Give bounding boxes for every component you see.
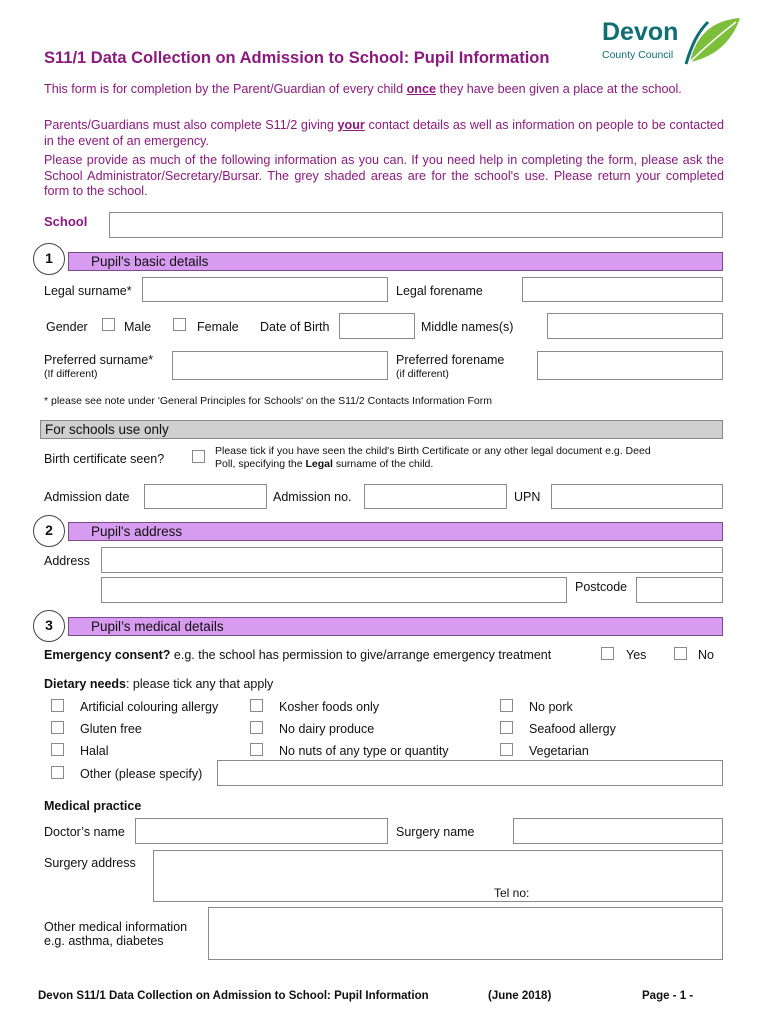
diet-halal-label: Halal xyxy=(80,744,109,758)
footer-date: (June 2018) xyxy=(488,990,552,1002)
diet-other-checkbox[interactable] xyxy=(51,766,64,779)
dob-input[interactable] xyxy=(339,313,415,339)
logo-name: Devon xyxy=(602,18,679,46)
diet-kosher-checkbox[interactable] xyxy=(250,699,263,712)
diet-no-nuts-label: No nuts of any type or quantity xyxy=(279,744,449,758)
surgery-name-input[interactable] xyxy=(513,818,723,844)
address-line-2-input[interactable] xyxy=(101,577,567,603)
preferred-surname-note: (If different) xyxy=(44,368,98,380)
consent-yes-checkbox[interactable] xyxy=(601,647,614,660)
surgery-address-label: Surgery address xyxy=(44,856,136,870)
diet-kosher-label: Kosher foods only xyxy=(279,700,380,714)
admission-date-input[interactable] xyxy=(144,484,267,509)
address-line-1-input[interactable] xyxy=(101,547,723,573)
surgery-name-label: Surgery name xyxy=(396,825,475,839)
other-medical-info-input[interactable] xyxy=(208,907,723,960)
school-input[interactable] xyxy=(109,212,723,238)
admission-no-input[interactable] xyxy=(364,484,507,509)
other-medical-info-label: Other medical information xyxy=(44,920,188,934)
diet-artificial-colouring-checkbox[interactable] xyxy=(51,699,64,712)
upn-input[interactable] xyxy=(551,484,723,509)
footer-page: Page - 1 - xyxy=(642,990,694,1002)
preferred-surname-input[interactable] xyxy=(172,351,388,380)
section-3-number: 3 xyxy=(33,610,65,642)
birth-cert-label: Birth certificate seen? xyxy=(44,452,165,466)
birth-cert-note-2: Poll, specifying the Legal surname of the child. xyxy=(215,458,434,470)
diet-no-pork-checkbox[interactable] xyxy=(500,699,513,712)
preferred-forename-input[interactable] xyxy=(537,351,723,380)
diet-seafood-checkbox[interactable] xyxy=(500,721,513,734)
diet-seafood-label: Seafood allergy xyxy=(529,722,616,736)
diet-no-dairy-label: No dairy produce xyxy=(279,722,375,736)
address-label: Address xyxy=(44,554,90,568)
male-checkbox[interactable] xyxy=(102,318,115,331)
upn-label: UPN xyxy=(514,490,541,504)
diet-gluten-free-checkbox[interactable] xyxy=(51,721,64,734)
consent-yes-label: Yes xyxy=(626,648,647,662)
middle-names-input[interactable] xyxy=(547,313,723,339)
legal-forename-label: Legal forename xyxy=(396,284,483,298)
legal-forename-input[interactable] xyxy=(522,277,723,302)
surgery-address-input[interactable] xyxy=(153,850,723,902)
diet-no-nuts-checkbox[interactable] xyxy=(250,743,263,756)
school-label: School xyxy=(44,214,88,229)
postcode-input[interactable] xyxy=(636,577,723,603)
diet-vegetarian-label: Vegetarian xyxy=(529,744,589,758)
diet-no-dairy-checkbox[interactable] xyxy=(250,721,263,734)
footnote: * please see note under 'General Principles for Schools' on the S11/2 Contacts Information Form xyxy=(44,395,492,407)
admission-date-label: Admission date xyxy=(44,490,130,504)
female-checkbox[interactable] xyxy=(173,318,186,331)
dietary-needs-label: Dietary needs: please tick any that apply xyxy=(44,677,274,691)
postcode-label: Postcode xyxy=(575,580,628,594)
admission-no-label: Admission no. xyxy=(273,490,352,504)
preferred-surname-label: Preferred surname* xyxy=(44,353,154,367)
dob-label: Date of Birth xyxy=(260,320,330,334)
doctors-name-input[interactable] xyxy=(135,818,388,844)
consent-no-checkbox[interactable] xyxy=(674,647,687,660)
preferred-forename-label: Preferred forename xyxy=(396,353,505,367)
diet-gluten-free-label: Gluten free xyxy=(80,722,142,736)
birth-cert-checkbox[interactable] xyxy=(192,450,205,463)
intro-paragraph-2: Parents/Guardians must also complete S11/2 giving your contact details as well as information on people to be contacted in the event of an emergency. xyxy=(44,118,725,148)
doctors-name-label: Doctor’s name xyxy=(44,825,125,839)
diet-vegetarian-checkbox[interactable] xyxy=(500,743,513,756)
diet-other-input[interactable] xyxy=(217,760,723,786)
diet-no-pork-label: No pork xyxy=(529,700,573,714)
male-label: Male xyxy=(124,320,152,334)
section-1-number: 1 xyxy=(33,243,65,275)
diet-other-label: Other (please specify) xyxy=(80,767,203,781)
schools-use-bar: For schools use only xyxy=(40,420,723,439)
leaf-icon xyxy=(684,14,744,66)
section-2-number: 2 xyxy=(33,515,65,547)
middle-names-label: Middle names(s) xyxy=(421,320,514,334)
footer-title: Devon S11/1 Data Collection on Admission to School: Pupil Information xyxy=(38,990,429,1002)
other-medical-info-example: e.g. asthma, diabetes xyxy=(44,934,164,948)
birth-cert-note-1: Please tick if you have seen the child's Birth Certificate or any other legal document e.g. Deed xyxy=(215,445,651,457)
gender-label: Gender xyxy=(46,320,88,334)
medical-practice-heading: Medical practice xyxy=(44,799,142,813)
logo-subtitle: County Council xyxy=(602,49,674,61)
diet-artificial-colouring-label: Artificial colouring allergy xyxy=(80,700,219,714)
legal-surname-label: Legal surname* xyxy=(44,284,132,298)
intro-paragraph-1: This form is for completion by the Parent/Guardian of every child once they have been given a place at the school. xyxy=(44,82,682,96)
tel-label: Tel no: xyxy=(494,886,530,900)
section-3-bar: Pupil’s medical details xyxy=(68,617,723,636)
section-1-bar: Pupil's basic details xyxy=(68,252,723,271)
emergency-consent-label: Emergency consent? e.g. the school has permission to give/arrange emergency treatment xyxy=(44,648,552,662)
female-label: Female xyxy=(197,320,239,334)
intro-paragraph-3: Please provide as much of the following information as you can. If you need help in completing the form, please ask the School Administrator/Secretary/Bursar. The grey shaded areas are for the school's use. Please return your completed form to the school. xyxy=(44,153,724,198)
devon-logo xyxy=(598,14,748,70)
page-title: S11/1 Data Collection on Admission to School: Pupil Information xyxy=(44,49,550,67)
preferred-forename-note: (if different) xyxy=(396,368,449,380)
consent-no-label: No xyxy=(698,648,714,662)
diet-halal-checkbox[interactable] xyxy=(51,743,64,756)
legal-surname-input[interactable] xyxy=(142,277,388,302)
section-2-bar: Pupil's address xyxy=(68,522,723,541)
